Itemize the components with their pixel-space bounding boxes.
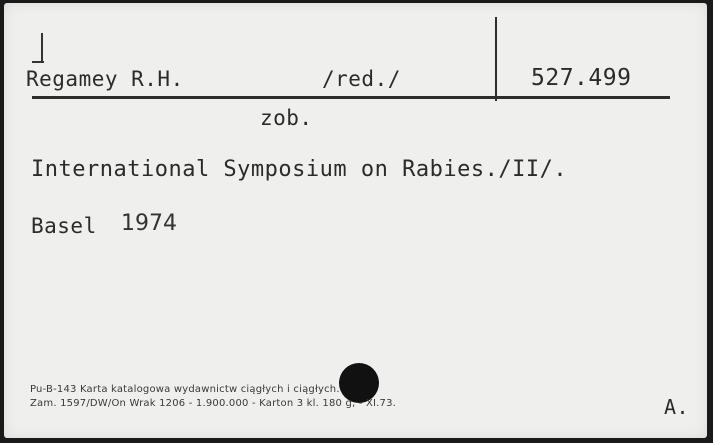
author-role: /red./ [322, 67, 401, 91]
header-divider [495, 17, 497, 101]
year: 1974 [121, 211, 177, 236]
footer-line-2: Zam. 1597/DW/On Wrak 1206 - 1.900.000 - Karton 3 kl. 180 g, - XI.73. [30, 398, 397, 409]
punch-hole [339, 363, 379, 403]
footer-line-1: Pu-B-143 Karta katalogowa wydawnictw ciągłych i ciągłych. [30, 384, 340, 395]
tab-mark-base [32, 61, 44, 63]
header-rule [32, 96, 670, 99]
call-number: 527.499 [531, 65, 632, 91]
document-title: International Symposium on Rabies./II/. [31, 157, 568, 182]
place: Basel [31, 214, 97, 238]
author-name: Regamey R.H. [26, 67, 184, 91]
tab-mark [41, 33, 43, 61]
drawer-letter: A. [664, 395, 690, 419]
subtitle-note: zob. [260, 106, 313, 130]
catalog-card [4, 3, 707, 438]
